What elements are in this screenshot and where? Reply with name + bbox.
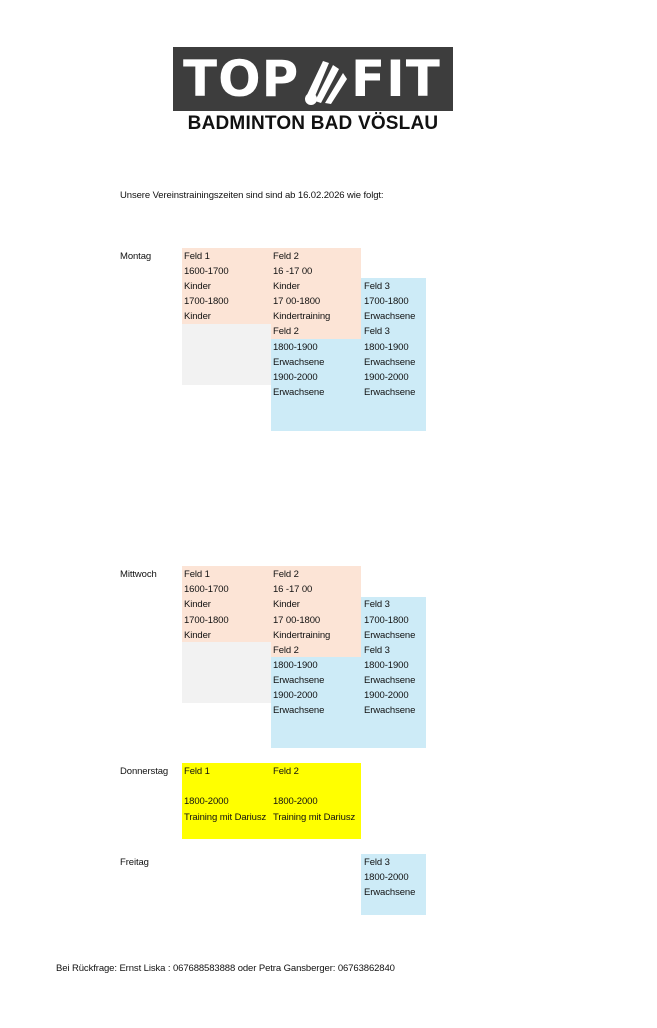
cell-text: 1800-2000 bbox=[364, 872, 409, 883]
cell-text: 1900-2000 bbox=[273, 372, 318, 383]
shuttlecock-icon bbox=[299, 53, 351, 105]
footer-contact: Bei Rückfrage: Ernst Liska : 067688583888 oder Petra Gansberger: 06763862840 bbox=[56, 963, 395, 974]
cell-text: Feld 2 bbox=[273, 326, 299, 337]
cell-text: 1700-1800 bbox=[364, 296, 409, 307]
cell-text: Kinder bbox=[273, 599, 300, 610]
cell-text: 1700-1800 bbox=[364, 615, 409, 626]
day-mittwoch: Mittwoch bbox=[120, 569, 157, 580]
cell-text: Feld 3 bbox=[364, 326, 390, 337]
cell-text: 1800-1900 bbox=[364, 660, 409, 671]
day-donnerstag: Donnerstag bbox=[120, 766, 169, 777]
cell-text: Feld 2 bbox=[273, 645, 299, 656]
cell-text: Erwachsene bbox=[364, 705, 416, 716]
cell-text: 1700-1800 bbox=[184, 615, 229, 626]
cell-text: 1700-1800 bbox=[184, 296, 229, 307]
logo-word-fit: FIT bbox=[351, 50, 441, 108]
cell-text: 1600-1700 bbox=[184, 266, 229, 277]
cell-text: Feld 3 bbox=[364, 599, 390, 610]
day-montag: Montag bbox=[120, 251, 152, 262]
cell-text: Erwachsene bbox=[364, 357, 416, 368]
cell-text: 1900-2000 bbox=[364, 690, 409, 701]
cell-text: Feld 1 bbox=[184, 766, 210, 777]
montag-feld1-empty-block bbox=[182, 324, 271, 385]
cell-text: 16 -17 00 bbox=[273, 584, 313, 595]
cell-text: Feld 3 bbox=[364, 645, 390, 656]
cell-text: Kindertraining bbox=[273, 630, 331, 641]
intro-text: Unsere Vereinstrainingszeiten sind sind ab 16.02.2026 wie folgt: bbox=[120, 190, 384, 201]
cell-text: 1800-1900 bbox=[364, 342, 409, 353]
cell-text: Training mit Dariusz bbox=[184, 812, 267, 823]
cell-text: Erwachsene bbox=[364, 675, 416, 686]
logo bbox=[173, 47, 453, 111]
cell-text: Kinder bbox=[184, 311, 211, 322]
cell-text: Feld 2 bbox=[273, 766, 299, 777]
day-freitag: Freitag bbox=[120, 857, 149, 868]
cell-text: Erwachsene bbox=[364, 887, 416, 898]
cell-text: Kindertraining bbox=[273, 311, 331, 322]
cell-text: Feld 1 bbox=[184, 569, 210, 580]
cell-text: 1800-1900 bbox=[273, 342, 318, 353]
cell-text: Erwachsene bbox=[364, 387, 416, 398]
logo-subtitle: BADMINTON BAD VÖSLAU bbox=[187, 113, 439, 134]
cell-text: Feld 3 bbox=[364, 857, 390, 868]
cell-text: Erwachsene bbox=[364, 311, 416, 322]
logo-word-top: TOP bbox=[183, 50, 300, 108]
cell-text: 1900-2000 bbox=[364, 372, 409, 383]
cell-text: 1800-1900 bbox=[273, 660, 318, 671]
cell-text: Kinder bbox=[184, 599, 211, 610]
cell-text: Feld 3 bbox=[364, 281, 390, 292]
cell-text: Erwachsene bbox=[273, 357, 325, 368]
cell-text: 1600-1700 bbox=[184, 584, 229, 595]
cell-text: Feld 1 bbox=[184, 251, 210, 262]
mittwoch-feld1-empty-block bbox=[182, 642, 271, 703]
cell-text: Feld 2 bbox=[273, 569, 299, 580]
cell-text: Erwachsene bbox=[273, 705, 325, 716]
cell-text: Training mit Dariusz bbox=[273, 812, 356, 823]
cell-text: Erwachsene bbox=[273, 387, 325, 398]
cell-text: Kinder bbox=[184, 630, 211, 641]
cell-text: 1800-2000 bbox=[273, 796, 318, 807]
cell-text: Erwachsene bbox=[273, 675, 325, 686]
cell-text: 17 00-1800 bbox=[273, 615, 321, 626]
cell-text: Kinder bbox=[273, 281, 300, 292]
cell-text: 1800-2000 bbox=[184, 796, 229, 807]
cell-text: Feld 2 bbox=[273, 251, 299, 262]
cell-text: 16 -17 00 bbox=[273, 266, 313, 277]
cell-text: 17 00-1800 bbox=[273, 296, 321, 307]
cell-text: Kinder bbox=[184, 281, 211, 292]
cell-text: 1900-2000 bbox=[273, 690, 318, 701]
cell-text: Erwachsene bbox=[364, 630, 416, 641]
